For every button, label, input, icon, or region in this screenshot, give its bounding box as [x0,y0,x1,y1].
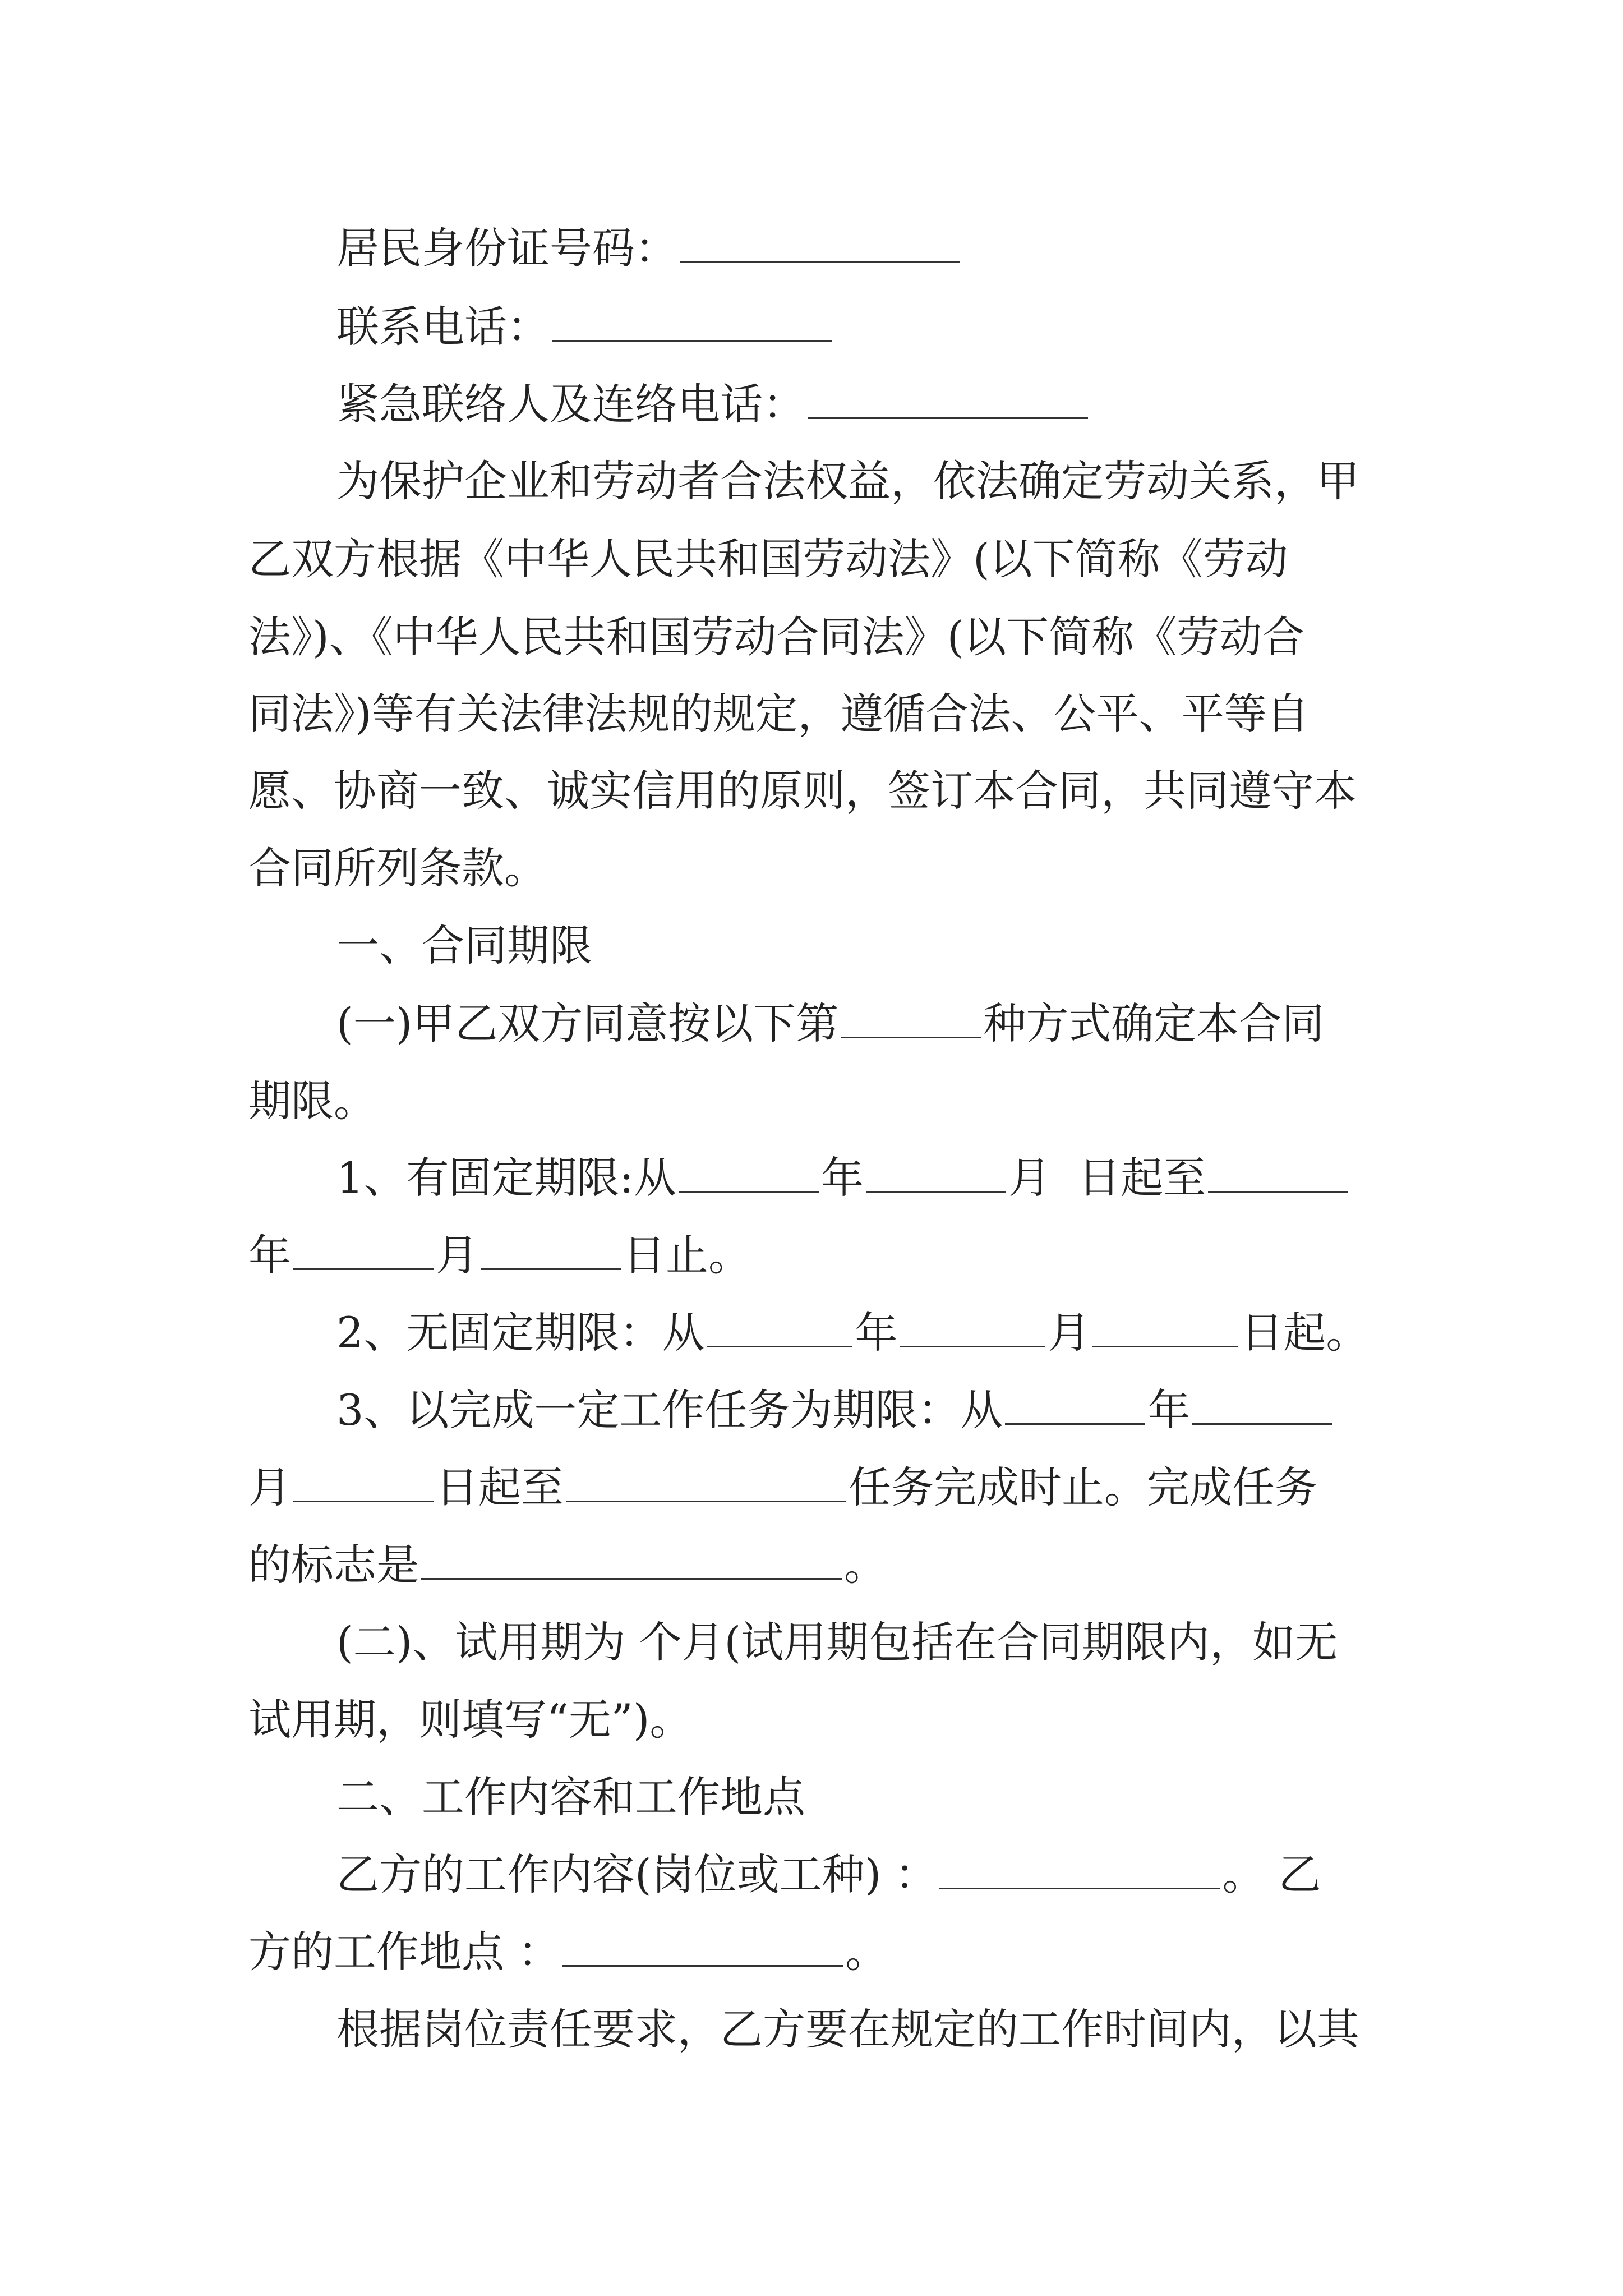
preamble-line-3: 法》)、《中华人民共和国劳动合同法》(以下简称《劳动合 [248,612,1305,662]
year-label: 年 [855,1308,898,1358]
year-label: 年 [248,1230,291,1280]
task-start-month-blank[interactable] [1192,1420,1332,1425]
fixed-end-year-blank[interactable] [1208,1188,1348,1193]
phone-blank[interactable] [552,337,832,342]
task-end-text: 任务完成时止。完成任务 [849,1462,1317,1512]
work-content-tail: 。 乙 [1222,1849,1321,1899]
task-end-blank[interactable] [566,1497,846,1502]
section-1-heading: 一、合同期限 [336,921,592,970]
open-term-from: 2、无固定期限：从 [336,1308,705,1358]
task-term-line [336,1372,1393,1448]
section-2-heading: 二、工作内容和工作地点 [336,1772,805,1822]
phone-label: 联系电话： [336,302,550,352]
emergency-contact-field [336,366,1481,443]
period-mark: 。 [844,1540,887,1590]
preamble-line-4: 同法》)等有关法律法规的规定，遵循合法、公平、平等自 [248,689,1310,739]
work-place-label: 方的工作地点 ： [248,1927,561,1977]
term-method-text-b: 种方式确定本合同 [983,999,1325,1048]
open-start-day-blank[interactable] [1092,1342,1238,1347]
phone-field [336,289,1481,365]
work-content-label: 乙方的工作内容(岗位或工种) ： [336,1849,938,1899]
task-mark-label: 的标志是 [248,1540,419,1590]
day-to-label: 日起至 [436,1462,564,1512]
year-label: 年 [1147,1385,1191,1435]
fixed-start-year-blank[interactable] [679,1188,819,1193]
work-content-line [336,1837,1393,1913]
month-label: 月 [248,1462,291,1512]
task-start-year-blank[interactable] [1005,1420,1145,1425]
month-label: 月 [436,1230,478,1280]
fixed-term-from: 1、有固定期限:从 [336,1153,676,1203]
emergency-contact-blank[interactable] [808,414,1088,419]
work-place-line [248,1914,1393,1990]
open-start-month-blank[interactable] [900,1342,1045,1347]
task-mark-blank[interactable] [421,1575,842,1580]
probation-line-1: (二)、试用期为 个月(试用期包括在合同期限内，如无 [336,1617,1338,1667]
day-to-label: 日起至 [1078,1153,1206,1203]
emergency-contact-label: 紧急联络人及连络电话： [336,379,805,429]
preamble-line-2: 乙双方根据《中华人民共和国劳动法》(以下简称《劳动 [248,534,1288,584]
open-start-year-blank[interactable] [707,1342,852,1347]
fixed-start-month-blank[interactable] [866,1188,1006,1193]
id-number-blank[interactable] [680,258,960,263]
id-number-label: 居民身份证号码： [336,223,677,273]
preamble-line-1: 为保护企业和劳动者合法权益，依法确定劳动关系，甲 [336,456,1359,506]
year-label: 年 [820,1153,864,1203]
term-method-text-a: (一)甲乙双方同意按以下第 [336,999,839,1048]
task-term-line-2 [248,1450,1393,1526]
term-method-line-2: 期限。 [248,1076,376,1126]
task-start-day-blank[interactable] [293,1497,434,1502]
work-place-blank[interactable] [562,1962,843,1967]
fixed-term-line-2 [248,1217,1393,1294]
open-term-line [336,1295,1436,1371]
day-start-label: 日起。 [1241,1308,1369,1358]
fixed-end-month-blank[interactable] [293,1265,434,1270]
period-mark: 。 [845,1927,888,1977]
term-method-blank[interactable] [841,1033,981,1038]
month-label: 月 [1048,1308,1091,1358]
fixed-end-day-blank[interactable] [481,1265,621,1270]
task-term-line-3 [248,1527,1393,1603]
day-end-label: 日止。 [623,1230,751,1280]
duty-line: 根据岗位责任要求，乙方要在规定的工作时间内，以其 [336,2004,1359,2054]
preamble-line-6: 合同所列条款。 [248,843,547,893]
fixed-term-line [336,1140,1393,1216]
work-content-blank[interactable] [939,1884,1220,1889]
term-method-line [336,986,1393,1062]
probation-line-2: 试用期，则填写“无”)。 [248,1695,693,1745]
preamble-line-5: 愿、协商一致、诚实信用的原则，签订本合同，共同遵守本 [248,766,1357,816]
id-number-field [336,210,1481,287]
task-term-from: 3、以完成一定工作任务为期限：从 [336,1385,1003,1435]
month-label: 月 [1008,1153,1051,1203]
